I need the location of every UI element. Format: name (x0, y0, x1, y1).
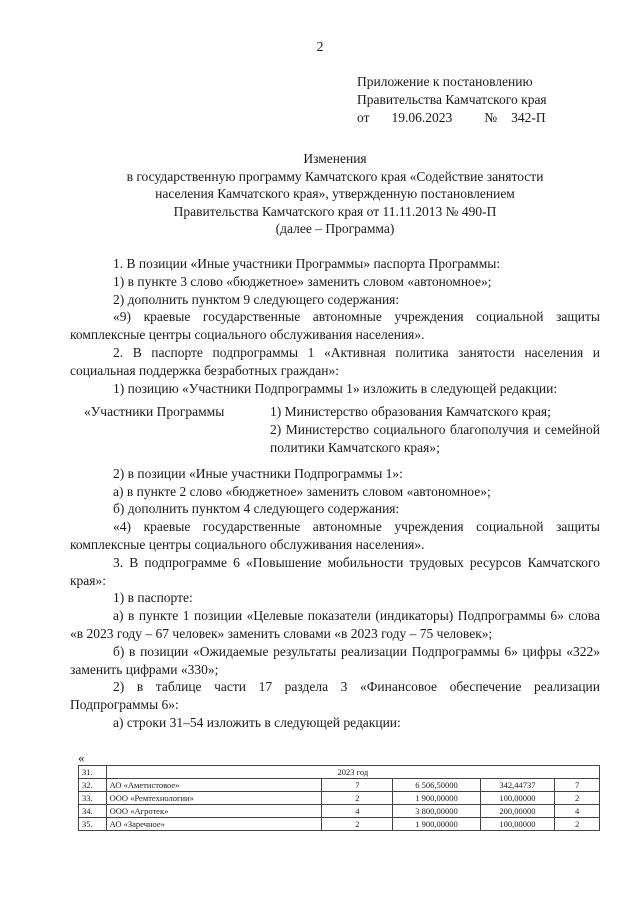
cell: 1 900,00000 (393, 818, 480, 831)
org-name: АО «Заречное» (106, 818, 322, 831)
paragraph: 1. В позиции «Иные участники Программы» паспорта Программы: (113, 256, 501, 271)
paragraph: а) в пункте 1 позиции «Целевые показатели (индикаторы) Подпрограммы 6» слова «в 2023 году – 67 человек» заменить словами «в 2023 году – 75 человек»; (70, 608, 600, 641)
row-number: 31. (79, 766, 107, 779)
document-body (70, 255, 600, 732)
org-name: ООО «Агротек» (106, 805, 322, 818)
cell: 2 (555, 818, 600, 831)
row-number: 35. (79, 818, 107, 831)
title-line-3: населения Камчатского края», утвержденную постановлением (155, 186, 515, 201)
title-line-5: (далее – Программа) (275, 221, 395, 236)
paragraph: 1) в паспорте: (113, 590, 193, 606)
org-name: ООО «Ремтехнологии» (106, 792, 322, 805)
title-line-4: Правительства Камчатского края от 11.11.2013 № 490-П (173, 203, 497, 219)
cell: 6 506,50000 (393, 779, 480, 792)
cell: 7 (555, 779, 600, 792)
paragraph: 2. В паспорте подпрограммы 1 «Активная политика занятости населения и социальная поддержка безработных граждан»: (70, 344, 600, 378)
table-row (79, 779, 600, 792)
paragraph: 2) дополнить пунктом 9 следующего содержания: (113, 291, 400, 307)
org-name: АО «Аметистовое» (106, 779, 322, 792)
appendix-date: 19.06.2023 (391, 110, 453, 125)
paragraph: 3. В подпрограмме 6 «Повышение мобильности трудовых ресурсов Камчатского края»: (70, 554, 600, 588)
funding-table (78, 765, 600, 831)
paragraph: а) строки 31–54 изложить в следующей редакции: (113, 714, 401, 730)
cell: 100,00000 (480, 818, 555, 831)
cell: 100,00000 (480, 792, 555, 805)
appendix-line-1: Приложение к постановлению (357, 74, 533, 89)
paragraph: б) в позиции «Ожидаемые результаты реализации Подпрограммы 6» цифры «322» заменить цифрами «330»; (70, 643, 600, 677)
cell: 200,00000 (480, 805, 555, 818)
page-number: 2 (316, 40, 324, 55)
table-row (79, 792, 600, 805)
paragraph: «4) краевые государственные автономные учреждения социальной защиты комплексные центры социального обслуживания населения». (70, 519, 600, 552)
paragraph: «9) краевые государственные автономные учреждения социальной защиты комплексные центры социального обслуживания населения». (70, 309, 600, 343)
cell: 4 (322, 805, 393, 818)
appendix-date-line (357, 109, 547, 127)
appendix-header (357, 73, 547, 127)
cell: 7 (322, 779, 393, 792)
participants-item-2: 2) Министерство социального благополучия и семейной политики Камчатского края»; (270, 422, 600, 455)
paragraph: б) дополнить пунктом 4 следующего содержания: (113, 501, 400, 517)
table-row (79, 766, 600, 779)
row-number: 33. (79, 792, 107, 805)
year-header: 2023 год (106, 766, 599, 779)
row-number: 32. (79, 779, 107, 792)
participants-list (270, 403, 600, 456)
title-line-1: Изменения (303, 151, 367, 166)
paragraph: 1) позицию «Участники Подпрограммы 1» изложить в следующей редакции: (113, 380, 558, 396)
cell: 3 800,00000 (393, 805, 480, 818)
participants-item-1: 1) Министерство образования Камчатского края; (270, 404, 551, 420)
paragraph: 2) в таблице части 17 раздела 3 «Финансовое обеспечение реализации Подпрограммы 6»: (70, 679, 600, 713)
paragraph: 1) в пункте 3 слово «бюджетное» заменить словом «автономное»; (113, 273, 492, 289)
appendix-line-2: Правительства Камчатского края (357, 92, 547, 107)
document-title (70, 150, 600, 238)
cell: 342,44737 (480, 779, 555, 792)
title-line-2: в государственную программу Камчатского края «Содействие занятости (126, 168, 544, 184)
participants-label: «Участники Программы (84, 404, 225, 420)
participants-block (70, 403, 600, 456)
cell: 2 (555, 792, 600, 805)
cell: 4 (555, 805, 600, 818)
appendix-number: 342-П (511, 110, 546, 125)
paragraph: а) в пункте 2 слово «бюджетное» заменить словом «автономное»; (113, 483, 491, 499)
appendix-number-sign: № (484, 110, 498, 125)
cell: 2 (322, 792, 393, 805)
table-row (79, 818, 600, 831)
row-number: 34. (79, 805, 107, 818)
paragraph: 2) в позиции «Иные участники Подпрограммы 1»: (113, 465, 403, 481)
table-quote-open: « (78, 750, 85, 765)
cell: 2 (322, 818, 393, 831)
appendix-from: от (357, 110, 370, 125)
table-row (79, 805, 600, 818)
cell: 1 900,00000 (393, 792, 480, 805)
